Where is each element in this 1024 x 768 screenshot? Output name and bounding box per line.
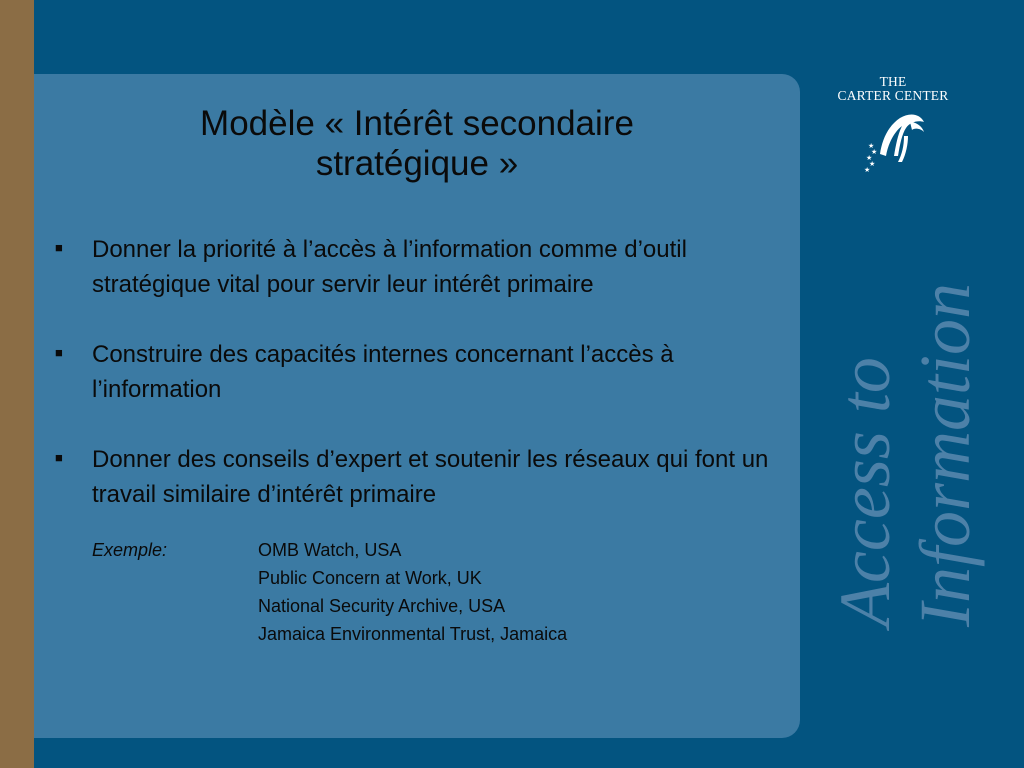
bullet-text: Construire des capacités internes concernant l’accès à l’information — [92, 341, 674, 403]
bullet-item — [55, 232, 790, 302]
bullet-text: Donner des conseils d’expert et soutenir les réseaux qui font un travail similaire d’intérêt primaire — [92, 446, 769, 508]
svg-text:★: ★ — [869, 160, 876, 168]
bullet-item — [55, 337, 790, 407]
watermark-text — [825, 283, 985, 627]
logo-text-the: THE — [879, 74, 907, 89]
eagle-stars-icon — [858, 112, 928, 174]
square-bullet-icon: ■ — [55, 450, 63, 465]
logo-text-carter-center: CARTER CENTER — [837, 88, 949, 103]
watermark-line-1: Access to — [825, 357, 905, 628]
square-bullet-icon: ■ — [55, 240, 63, 255]
square-bullet-icon: ■ — [55, 345, 63, 360]
svg-text:★: ★ — [864, 166, 871, 174]
left-accent-stripe — [0, 0, 34, 768]
slide-title-line-1: Modèle « Intérêt secondaire — [200, 104, 634, 143]
example-item: Jamaica Environmental Trust, Jamaica — [258, 624, 568, 644]
example-label: Exemple: — [92, 540, 168, 560]
slide-title — [34, 104, 800, 184]
svg-text:★: ★ — [866, 154, 873, 162]
slide-title-line-2: stratégique » — [315, 144, 519, 183]
watermark-line-2: Information — [905, 282, 985, 628]
example-item: OMB Watch, USA — [258, 540, 402, 560]
svg-text:★: ★ — [871, 148, 878, 156]
bullet-item — [55, 442, 790, 512]
bullet-list — [55, 232, 790, 547]
svg-text:★: ★ — [868, 142, 875, 150]
example-list — [258, 536, 567, 648]
example-item: Public Concern at Work, UK — [258, 568, 482, 588]
example-item: National Security Archive, USA — [258, 596, 506, 616]
bullet-text: Donner la priorité à l’accès à l’information comme d’outil stratégique vital pour servir leur intérêt primaire — [92, 236, 687, 298]
